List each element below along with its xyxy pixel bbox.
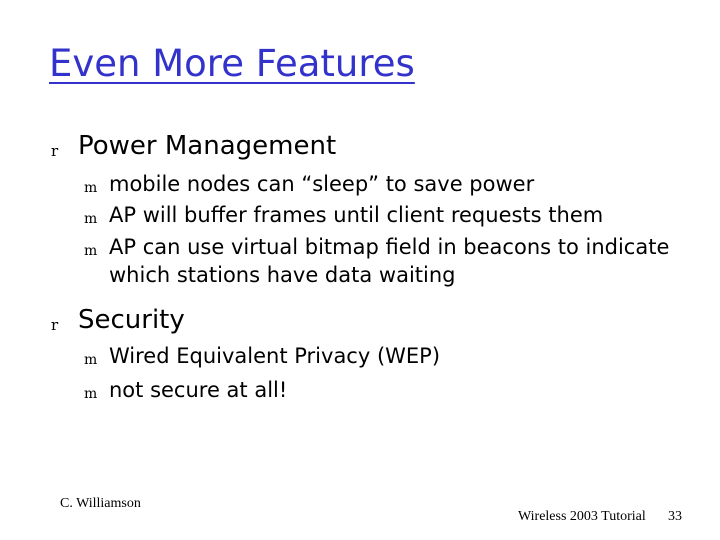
list-item: Wired Equivalent Privacy (WEP): [109, 344, 441, 368]
bullet-marker: r: [51, 142, 59, 160]
slide-title: Even More Features: [49, 42, 415, 85]
section-heading-power-management: Power Management: [78, 131, 337, 161]
footer-author: C. Williamson: [60, 496, 141, 511]
page-number: 33: [668, 509, 682, 524]
list-item: not secure at all!: [109, 378, 288, 402]
list-item: mobile nodes can “sleep” to save power: [109, 172, 535, 196]
list-item: AP can use virtual bitmap field in beacons to indicate which stations have data waiting: [109, 235, 670, 287]
sub-bullet-marker: m: [84, 386, 98, 402]
sub-bullet-marker: m: [84, 243, 98, 259]
sub-bullet-marker: m: [84, 352, 98, 368]
sub-bullet-marker: m: [84, 180, 98, 196]
footer-event: Wireless 2003 Tutorial: [518, 509, 646, 524]
bullet-marker: r: [51, 316, 59, 334]
sub-bullet-marker: m: [84, 211, 98, 227]
list-item: AP will buffer frames until client requests them: [109, 203, 604, 227]
section-heading-security: Security: [78, 305, 185, 335]
